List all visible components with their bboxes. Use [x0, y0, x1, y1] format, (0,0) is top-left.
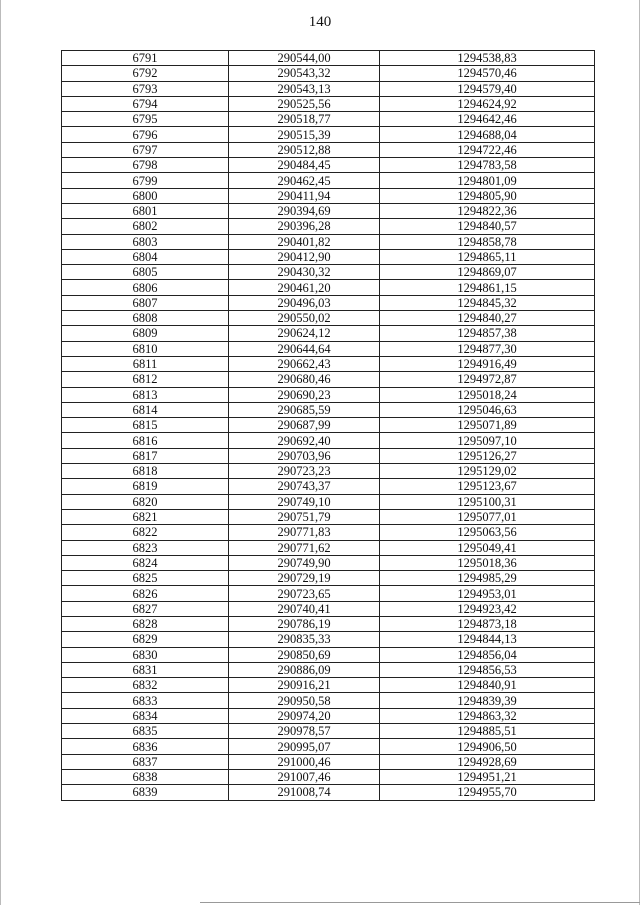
x-coordinate-cell: 290685,59 [229, 402, 380, 417]
y-coordinate-cell: 1294885,51 [380, 724, 595, 739]
point-number-cell: 6817 [62, 448, 229, 463]
table-row [62, 540, 595, 555]
table-row [62, 494, 595, 509]
y-coordinate-cell: 1294856,04 [380, 647, 595, 662]
y-coordinate-cell: 1295049,41 [380, 540, 595, 555]
x-coordinate-cell: 290680,46 [229, 372, 380, 387]
point-number-cell: 6830 [62, 647, 229, 662]
table-row [62, 81, 595, 96]
x-coordinate-cell: 290411,94 [229, 188, 380, 203]
y-coordinate-cell: 1294579,40 [380, 81, 595, 96]
point-number-cell: 6802 [62, 219, 229, 234]
point-number-cell: 6815 [62, 418, 229, 433]
point-number-cell: 6820 [62, 494, 229, 509]
y-coordinate-cell: 1294840,91 [380, 678, 595, 693]
x-coordinate-cell: 290886,09 [229, 662, 380, 677]
table-row [62, 586, 595, 601]
table-row [62, 158, 595, 173]
y-coordinate-cell: 1294861,15 [380, 280, 595, 295]
x-coordinate-cell: 290835,33 [229, 632, 380, 647]
y-coordinate-cell: 1294845,32 [380, 295, 595, 310]
point-number-cell: 6804 [62, 249, 229, 264]
x-coordinate-cell: 290690,23 [229, 387, 380, 402]
point-number-cell: 6816 [62, 433, 229, 448]
x-coordinate-cell: 290461,20 [229, 280, 380, 295]
point-number-cell: 6819 [62, 479, 229, 494]
y-coordinate-cell: 1294953,01 [380, 586, 595, 601]
x-coordinate-cell: 290543,32 [229, 66, 380, 81]
point-number-cell: 6836 [62, 739, 229, 754]
point-number-cell: 6829 [62, 632, 229, 647]
y-coordinate-cell: 1295063,56 [380, 525, 595, 540]
table-row [62, 112, 595, 127]
y-coordinate-cell: 1294856,53 [380, 662, 595, 677]
y-coordinate-cell: 1294985,29 [380, 571, 595, 586]
y-coordinate-cell: 1294916,49 [380, 356, 595, 371]
table-row [62, 616, 595, 631]
x-coordinate-cell: 290430,32 [229, 265, 380, 280]
point-number-cell: 6799 [62, 173, 229, 188]
point-number-cell: 6826 [62, 586, 229, 601]
table-row [62, 693, 595, 708]
x-coordinate-cell: 291007,46 [229, 769, 380, 784]
table-row [62, 402, 595, 417]
y-coordinate-cell: 1294923,42 [380, 601, 595, 616]
point-number-cell: 6794 [62, 96, 229, 111]
point-number-cell: 6814 [62, 402, 229, 417]
point-number-cell: 6803 [62, 234, 229, 249]
table-row [62, 142, 595, 157]
y-coordinate-cell: 1294688,04 [380, 127, 595, 142]
y-coordinate-cell: 1294865,11 [380, 249, 595, 264]
point-number-cell: 6812 [62, 372, 229, 387]
table-row [62, 203, 595, 218]
x-coordinate-cell: 290723,23 [229, 464, 380, 479]
x-coordinate-cell: 290751,79 [229, 509, 380, 524]
x-coordinate-cell: 290412,90 [229, 249, 380, 264]
x-coordinate-cell: 290624,12 [229, 326, 380, 341]
x-coordinate-cell: 290662,43 [229, 356, 380, 371]
y-coordinate-cell: 1295071,89 [380, 418, 595, 433]
point-number-cell: 6793 [62, 81, 229, 96]
x-coordinate-cell: 290786,19 [229, 616, 380, 631]
table-row [62, 509, 595, 524]
table-row [62, 785, 595, 800]
x-coordinate-cell: 290740,41 [229, 601, 380, 616]
point-number-cell: 6834 [62, 708, 229, 723]
y-coordinate-cell: 1295129,02 [380, 464, 595, 479]
y-coordinate-cell: 1294839,39 [380, 693, 595, 708]
table-row [62, 372, 595, 387]
x-coordinate-cell: 290850,69 [229, 647, 380, 662]
table-row [62, 341, 595, 356]
x-coordinate-cell: 290916,21 [229, 678, 380, 693]
page-number: 140 [308, 14, 332, 30]
y-coordinate-cell: 1294858,78 [380, 234, 595, 249]
x-coordinate-cell: 290703,96 [229, 448, 380, 463]
y-coordinate-cell: 1294570,46 [380, 66, 595, 81]
table-row [62, 632, 595, 647]
point-number-cell: 6825 [62, 571, 229, 586]
table-row [62, 265, 595, 280]
point-number-cell: 6828 [62, 616, 229, 631]
point-number-cell: 6808 [62, 311, 229, 326]
y-coordinate-cell: 1294951,21 [380, 769, 595, 784]
point-number-cell: 6822 [62, 525, 229, 540]
point-number-cell: 6806 [62, 280, 229, 295]
y-coordinate-cell: 1294955,70 [380, 785, 595, 800]
x-coordinate-cell: 290396,28 [229, 219, 380, 234]
y-coordinate-cell: 1294805,90 [380, 188, 595, 203]
y-coordinate-cell: 1295077,01 [380, 509, 595, 524]
table-row [62, 647, 595, 662]
point-number-cell: 6795 [62, 112, 229, 127]
table-row [62, 356, 595, 371]
x-coordinate-cell: 290687,99 [229, 418, 380, 433]
table-row [62, 433, 595, 448]
point-number-cell: 6824 [62, 555, 229, 570]
x-coordinate-cell: 290394,69 [229, 203, 380, 218]
x-coordinate-cell: 290644,64 [229, 341, 380, 356]
point-number-cell: 6813 [62, 387, 229, 402]
table-row [62, 769, 595, 784]
point-number-cell: 6797 [62, 142, 229, 157]
table-row [62, 479, 595, 494]
table-row [62, 525, 595, 540]
y-coordinate-cell: 1294783,58 [380, 158, 595, 173]
table-row [62, 601, 595, 616]
page-edge-left [0, 0, 1, 905]
point-number-cell: 6833 [62, 693, 229, 708]
point-number-cell: 6823 [62, 540, 229, 555]
table-row [62, 448, 595, 463]
x-coordinate-cell: 290978,57 [229, 724, 380, 739]
table-body [62, 51, 595, 801]
x-coordinate-cell: 291000,46 [229, 754, 380, 769]
y-coordinate-cell: 1294642,46 [380, 112, 595, 127]
y-coordinate-cell: 1295018,36 [380, 555, 595, 570]
y-coordinate-cell: 1294840,57 [380, 219, 595, 234]
point-number-cell: 6805 [62, 265, 229, 280]
x-coordinate-cell: 291008,74 [229, 785, 380, 800]
x-coordinate-cell: 290723,65 [229, 586, 380, 601]
point-number-cell: 6818 [62, 464, 229, 479]
point-number-cell: 6800 [62, 188, 229, 203]
x-coordinate-cell: 290749,90 [229, 555, 380, 570]
y-coordinate-cell: 1294801,09 [380, 173, 595, 188]
x-coordinate-cell: 290515,39 [229, 127, 380, 142]
point-number-cell: 6810 [62, 341, 229, 356]
y-coordinate-cell: 1295126,27 [380, 448, 595, 463]
x-coordinate-cell: 290692,40 [229, 433, 380, 448]
x-coordinate-cell: 290729,19 [229, 571, 380, 586]
coordinates-table [61, 50, 595, 801]
point-number-cell: 6796 [62, 127, 229, 142]
x-coordinate-cell: 290743,37 [229, 479, 380, 494]
point-number-cell: 6801 [62, 203, 229, 218]
table-row [62, 555, 595, 570]
y-coordinate-cell: 1294863,32 [380, 708, 595, 723]
x-coordinate-cell: 290401,82 [229, 234, 380, 249]
table-row [62, 311, 595, 326]
point-number-cell: 6807 [62, 295, 229, 310]
x-coordinate-cell: 290771,62 [229, 540, 380, 555]
point-number-cell: 6838 [62, 769, 229, 784]
y-coordinate-cell: 1295123,67 [380, 479, 595, 494]
y-coordinate-cell: 1294857,38 [380, 326, 595, 341]
table-row [62, 571, 595, 586]
x-coordinate-cell: 290950,58 [229, 693, 380, 708]
y-coordinate-cell: 1294844,13 [380, 632, 595, 647]
table-row [62, 219, 595, 234]
table-row [62, 678, 595, 693]
x-coordinate-cell: 290462,45 [229, 173, 380, 188]
point-number-cell: 6821 [62, 509, 229, 524]
x-coordinate-cell: 290749,10 [229, 494, 380, 509]
table-row [62, 326, 595, 341]
point-number-cell: 6831 [62, 662, 229, 677]
y-coordinate-cell: 1294972,87 [380, 372, 595, 387]
table-row [62, 418, 595, 433]
x-coordinate-cell: 290512,88 [229, 142, 380, 157]
x-coordinate-cell: 290496,03 [229, 295, 380, 310]
point-number-cell: 6827 [62, 601, 229, 616]
table-row [62, 280, 595, 295]
table-row [62, 66, 595, 81]
y-coordinate-cell: 1294877,30 [380, 341, 595, 356]
table-row [62, 295, 595, 310]
x-coordinate-cell: 290995,07 [229, 739, 380, 754]
table-row [62, 51, 595, 66]
x-coordinate-cell: 290550,02 [229, 311, 380, 326]
table-row [62, 739, 595, 754]
point-number-cell: 6792 [62, 66, 229, 81]
x-coordinate-cell: 290974,20 [229, 708, 380, 723]
table-row [62, 724, 595, 739]
table-row [62, 96, 595, 111]
table-row [62, 188, 595, 203]
y-coordinate-cell: 1294840,27 [380, 311, 595, 326]
point-number-cell: 6811 [62, 356, 229, 371]
table-row [62, 464, 595, 479]
y-coordinate-cell: 1294624,92 [380, 96, 595, 111]
y-coordinate-cell: 1295018,24 [380, 387, 595, 402]
y-coordinate-cell: 1294869,07 [380, 265, 595, 280]
x-coordinate-cell: 290518,77 [229, 112, 380, 127]
point-number-cell: 6837 [62, 754, 229, 769]
table-row [62, 754, 595, 769]
scan-edge-line [200, 902, 640, 903]
point-number-cell: 6791 [62, 51, 229, 66]
x-coordinate-cell: 290484,45 [229, 158, 380, 173]
x-coordinate-cell: 290543,13 [229, 81, 380, 96]
x-coordinate-cell: 290771,83 [229, 525, 380, 540]
point-number-cell: 6798 [62, 158, 229, 173]
y-coordinate-cell: 1294873,18 [380, 616, 595, 631]
point-number-cell: 6832 [62, 678, 229, 693]
table-row [62, 708, 595, 723]
point-number-cell: 6839 [62, 785, 229, 800]
table-row [62, 249, 595, 264]
y-coordinate-cell: 1295100,31 [380, 494, 595, 509]
x-coordinate-cell: 290544,00 [229, 51, 380, 66]
table-row [62, 662, 595, 677]
table-row [62, 387, 595, 402]
table-row [62, 173, 595, 188]
y-coordinate-cell: 1294928,69 [380, 754, 595, 769]
y-coordinate-cell: 1294722,46 [380, 142, 595, 157]
y-coordinate-cell: 1295097,10 [380, 433, 595, 448]
table-row [62, 234, 595, 249]
table-row [62, 127, 595, 142]
point-number-cell: 6835 [62, 724, 229, 739]
y-coordinate-cell: 1294822,36 [380, 203, 595, 218]
point-number-cell: 6809 [62, 326, 229, 341]
y-coordinate-cell: 1295046,63 [380, 402, 595, 417]
y-coordinate-cell: 1294906,50 [380, 739, 595, 754]
x-coordinate-cell: 290525,56 [229, 96, 380, 111]
y-coordinate-cell: 1294538,83 [380, 51, 595, 66]
